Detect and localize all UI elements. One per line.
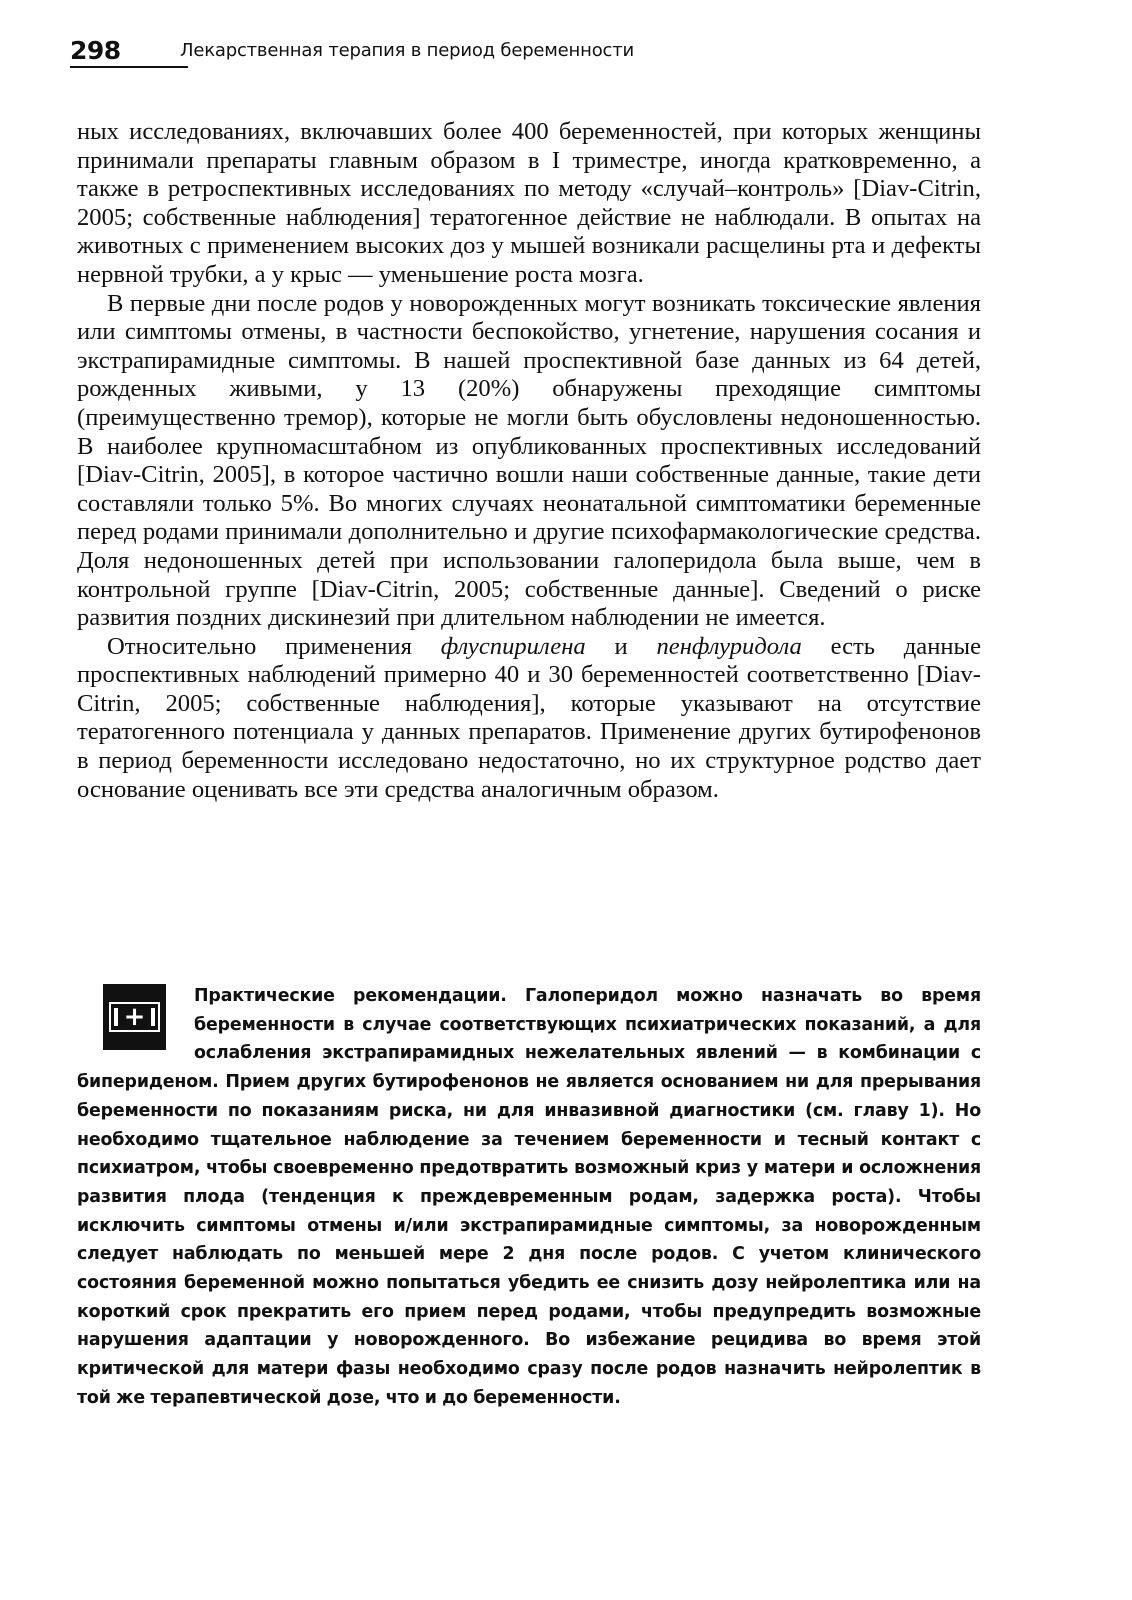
paragraph-3-rest: есть данные проспективных наблюдений примерно 40 и 30 беременностей соответственно [Diav-Citrin, 2005; собственные наблюдения], которые указывают на отсутствие тератогенного потенциала у данных препаратов. Применение других бутирофенонов в период беременности исследовано недостаточно, но их структурное родство дает основание оценивать все эти средства аналогичным образом. [77, 632, 981, 803]
practical-recommendations-box [77, 982, 981, 1413]
paragraph-3-conjunction: и [585, 632, 657, 660]
drug-name-fluspirilene: флуспирилена [440, 632, 586, 660]
practical-recommendation-icon [103, 984, 166, 1050]
icon-right-bar [151, 1008, 155, 1026]
plus-window [109, 1002, 160, 1032]
header-rule [70, 66, 188, 68]
running-title: Лекарственная терапия в период беременности [180, 40, 634, 61]
recommendation-heading: Практические рекомендации. [194, 986, 507, 1006]
recommendation-text [77, 982, 981, 1413]
page-number: 298 [70, 36, 121, 65]
paragraph-3-lead: Относительно применения [107, 632, 441, 660]
running-header [70, 36, 1070, 72]
paragraph-1: ных исследованиях, включавших более 400 беременностей, при которых женщины принимали препараты главным образом в I триместре, иногда кратковременно, а также в ретроспективных исследованиях по методу «случай–контроль» [Diav-Citrin, 2005; собственные наблюдения] тератогенное действие не наблюдали. В опытах на животных с применением высоких доз у мышей возникали расщелины рта и дефекты нервной трубки, а у крыс — уменьшение роста мозга. [77, 118, 981, 288]
body-text [77, 118, 981, 804]
plus-icon: + [123, 1002, 146, 1032]
paragraph-2: В первые дни после родов у новорожденных могут возникать токсические явления или симптомы отмены, в частности беспокойство, угнетение, нарушения сосания и экстрапирамидные симптомы. В нашей проспективной базе данных из 64 детей, рожденных живыми, у 13 (20%) обнаружены преходящие симптомы (преимущественно тремор), которые не могли быть обусловлены недоношенностью. В наиболее крупномасштабном из опубликованных проспективных исследований [Diav-Citrin, 2005], в которое частично вошли наши собственные данные, такие дети составляли только 5%. Во многих случаях неонатальной симптоматики беременные перед родами принимали дополнительно и другие психофармакологические средства. Доля недоношенных детей при использовании галоперидола была выше, чем в контрольной группе [Diav-Citrin, 2005; собственные данные]. Сведений о риске развития поздних дискинезий при длительном наблюдении не имеется. [77, 289, 981, 632]
recommendation-body: Галоперидол можно назначать во время беременности в случае соответствующих психиатрических показаний, а для ослабления экстрапирамидных нежелательных явлений — в комбинации с бипериденом. Прием других бутирофенонов не является основанием ни для прерывания беременности по показаниям риска, ни для инвазивной диагностики (см. главу 1). Но необходимо тщательное наблюдение за течением беременности и тесный контакт с психиатром, чтобы своевременно предотвратить возможный криз у матери и осложнения развития плода (тенденция к преждевременным родам, задержка роста). Чтобы исключить симптомы отмены и/или экстрапирамидные симптомы, за новорожденным следует наблюдать по меньшей мере 2 дня после родов. С учетом клинического состояния беременной можно попытаться убедить ее снизить дозу нейролептика или на короткий срок прекратить его прием перед родами, чтобы предупредить возможные нарушения адаптации у новорожденного. Во избежание рецидива во время этой критической для матери фазы необходимо сразу после родов назначить нейролептик в той же терапевтической дозе, что и до беременности. [77, 986, 981, 1408]
paragraph-3 [77, 633, 981, 805]
drug-name-penfluridol: пенфлуридола [656, 632, 802, 660]
